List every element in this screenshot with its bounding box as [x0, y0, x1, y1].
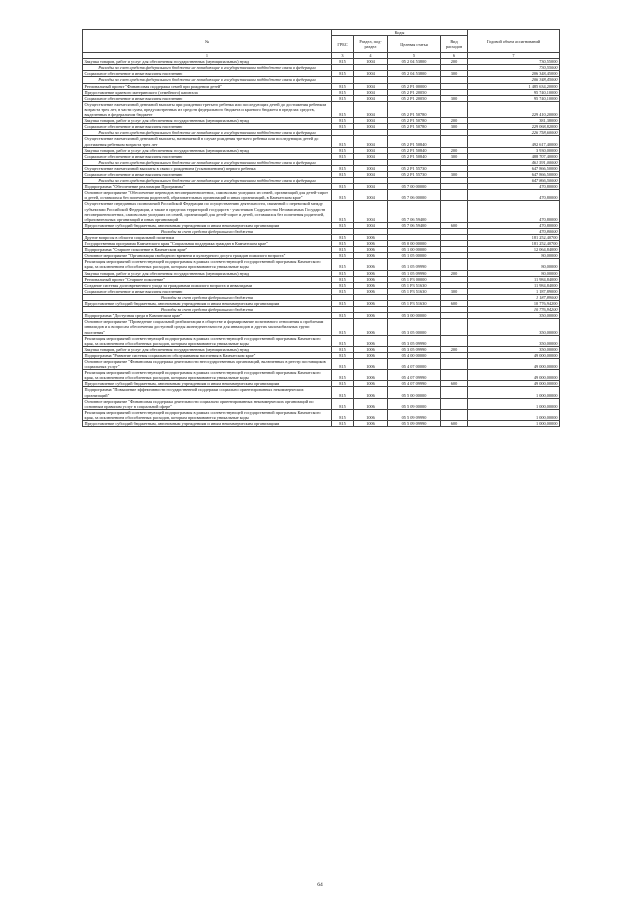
row-sum: 1 187,89000	[468, 294, 560, 300]
row-sum: 1 187,89000	[468, 288, 560, 294]
row-sum: 80,00000	[468, 259, 560, 270]
row-razdel: 1006	[354, 276, 388, 282]
row-sum: 647 866,50000	[468, 165, 560, 171]
row-cs: 05 2 P1 55730	[388, 171, 441, 177]
row-grbs: 815	[332, 184, 354, 190]
table-row	[83, 201, 560, 222]
row-sum: 181 252,40700	[468, 235, 560, 241]
row-sum: 80,00000	[468, 270, 560, 276]
row-grbs: 815	[332, 83, 354, 89]
row-vr: 600	[441, 381, 468, 387]
row-cs: 05 1 P3 51630	[388, 282, 441, 288]
header-index: 7	[468, 53, 560, 59]
row-sum: 647 866,50000	[468, 171, 560, 177]
row-vr: 300	[441, 153, 468, 159]
row-razdel: 1004	[354, 59, 388, 65]
row-sum: 12 064,84000	[468, 247, 560, 253]
row-name: Социальное обеспечение и иные выплаты населению	[83, 124, 332, 130]
row-cs: 05 3 05 09990	[388, 346, 441, 352]
row-sum: 1 000,00000	[468, 387, 560, 398]
row-name: Подпрограмма "Развитие системы социального обслуживания населения в Камчатском крае"	[83, 352, 332, 358]
row-sum: 492 617,40000	[468, 136, 560, 147]
row-razdel: 1004	[354, 136, 388, 147]
row-razdel: 1006	[354, 288, 388, 294]
row-cs: 05 3 05 09990	[388, 335, 441, 346]
row-name: Реализация мероприятий соответствующей подпрограммы в рамках соответствующей государственной программы Камчатского края, за исключением обособленных расходов, которым присваиваются уникальные коды	[83, 370, 332, 381]
header-sum: Годовой объем ассигнований	[468, 30, 560, 53]
row-sum: 350,00000	[468, 346, 560, 352]
row-name: Региональный проект "Старшее поколение"	[83, 276, 332, 282]
row-sum: 3 930,00000	[468, 147, 560, 153]
row-grbs: 815	[332, 276, 354, 282]
row-cs: 05 5 09 09990	[388, 421, 441, 427]
row-vr: 200	[441, 270, 468, 276]
row-cs: 05 4 07 09990	[388, 370, 441, 381]
row-sum: 730,55000	[468, 65, 560, 71]
row-vr: 300	[441, 288, 468, 294]
table-row	[83, 259, 560, 270]
row-grbs: 815	[332, 136, 354, 147]
row-grbs: 815	[332, 147, 354, 153]
row-name: Закупка товаров, работ и услуг для обеспечения государственных (муниципальных) нужд	[83, 346, 332, 352]
row-name: Основное мероприятие "Финансовая поддержка деятельности социально ориентированных некоммерческих организаций по основным правилам услуг в социальной сфере"	[83, 398, 332, 409]
row-name: Предоставление краевого материнского (семейного) капитала	[83, 89, 332, 95]
row-sum: 206 348,45000	[468, 77, 560, 83]
row-cs: 05 2 P1 50780	[388, 118, 441, 124]
row-name: Расходы за счет средств федерального бюджета не попадающие в государственном подбюджете связи в федерации	[83, 65, 332, 71]
row-cs: 05 2 P1 50780	[388, 124, 441, 130]
row-cs: 05 2 04 53800	[388, 59, 441, 65]
header-codes: Коды	[332, 30, 468, 36]
row-razdel: 1006	[354, 335, 388, 346]
row-sum: 206 348,45000	[468, 71, 560, 77]
row-razdel: 1006	[354, 301, 388, 307]
row-name: Предоставление субсидий бюджетным, автономным учреждениям и иным некоммерческим организациям	[83, 421, 332, 427]
row-razdel: 1006	[354, 387, 388, 398]
row-name: Осуществление ежемесячной выплаты в связи с рождением (усыновлением) первого ребенка	[83, 165, 332, 171]
row-vr: 300	[441, 124, 468, 130]
row-razdel: 1006	[354, 235, 388, 241]
row-sum: 470,80000	[468, 201, 560, 222]
table-row	[83, 358, 560, 369]
row-sum: 381,38000	[468, 118, 560, 124]
row-cs: 05 2 P1 50780	[388, 101, 441, 117]
row-name: Предоставление субсидий бюджетным, автономным учреждениям и иным некоммерческим организациям	[83, 381, 332, 387]
row-name: Создание системы долговременного ухода за гражданами пожилого возраста и инвалидами	[83, 282, 332, 288]
row-cs: 05 2 P1 00000	[388, 83, 441, 89]
row-sum: 80,00000	[468, 253, 560, 259]
row-sum: 10 776,94200	[468, 307, 560, 313]
row-razdel: 1006	[354, 381, 388, 387]
row-cs: 05 7 06 00000	[388, 190, 441, 201]
row-name: Расходы за счет средств федерального бюджета	[83, 294, 332, 300]
table-row	[83, 136, 560, 147]
row-razdel: 1004	[354, 124, 388, 130]
row-sum: 95 740,10000	[468, 95, 560, 101]
row-name: Социальное обеспечение и иные выплаты населению	[83, 153, 332, 159]
row-name: Основное мероприятие "Проведение социальной реабилитации в обществе и формирование позитивного отношения к проблемам инвалидов и к вопросам обеспечения доступной среды жизнедеятельности для инвалидов и других маломобильных групп населения"	[83, 319, 332, 335]
row-grbs: 815	[332, 235, 354, 241]
row-grbs: 815	[332, 381, 354, 387]
row-grbs: 815	[332, 313, 354, 319]
row-vr: 200	[441, 346, 468, 352]
row-name: Другие вопросы в области социальной политики	[83, 235, 332, 241]
row-name: Осуществление переданных полномочий Российской Федерации по осуществлению деятельности, связанной с перевозкой между субъектами Российской Федерации, а также в пределах территорий государств - участников Содружества Независимых Государств несовершеннолетних, самовольно ушедших из семей, организаций для детей-сирот и детей, оставшихся без попечения родителей, образовательных организаций и иных организаций	[83, 201, 332, 222]
row-sum: 49 000,00000	[468, 358, 560, 369]
row-name: Основное мероприятие "Обеспечение переводов несовершеннолетних, самовольно ушедших из семей, организаций для детей-сирот и детей, оставшихся без попечения родителей, образовательных организаций и иных организаций, в Камчатском крае"	[83, 190, 332, 201]
budget-table	[82, 29, 560, 427]
table-row	[83, 319, 560, 335]
row-name: Расходы за счет средств федерального бюджета не попадающие в государственном подбюджете связи в федерации	[83, 130, 332, 136]
row-vr	[441, 136, 468, 147]
row-sum: 470,80000	[468, 228, 560, 234]
row-cs: 05 7 06 59400	[388, 201, 441, 222]
row-grbs: 815	[332, 118, 354, 124]
row-cs: 05 1 P3 00000	[388, 276, 441, 282]
row-sum: 470,80000	[468, 222, 560, 228]
row-vr	[441, 409, 468, 420]
row-name: Реализация мероприятий соответствующей подпрограммы в рамках соответствующей государственной программы Камчатского края, за исключением обособленных расходов, которым присваиваются уникальные коды	[83, 259, 332, 270]
row-name: Реализация мероприятий соответствующей подпрограммы в рамках соответствующей государственной программы Камчатского края, за исключением обособленных расходов, которым присваиваются уникальные коды	[83, 335, 332, 346]
row-sum: 350,00000	[468, 335, 560, 346]
row-sum: 226 758,60000	[468, 130, 560, 136]
row-vr: 300	[441, 71, 468, 77]
row-grbs: 815	[332, 319, 354, 335]
row-cs: 05 3 00 00000	[388, 313, 441, 319]
row-grbs: 815	[332, 89, 354, 95]
row-grbs: 815	[332, 59, 354, 65]
row-grbs: 815	[332, 201, 354, 222]
row-grbs: 815	[332, 165, 354, 171]
row-vr	[441, 201, 468, 222]
row-name: Основное мероприятие "Финансовая поддержка деятельности негосударственных организаций, включенных в реестр поставщиков социальных услуг"	[83, 358, 332, 369]
table-row	[83, 421, 560, 427]
row-sum: 461 591,00000	[468, 159, 560, 165]
row-sum: 647 866,50000	[468, 178, 560, 184]
row-name: Закупка товаров, работ и услуг для обеспечения государственных (муниципальных) нужд	[83, 147, 332, 153]
row-vr: 600	[441, 421, 468, 427]
table-row	[83, 335, 560, 346]
row-grbs: 815	[332, 346, 354, 352]
row-sum: 11 984,84000	[468, 276, 560, 282]
row-grbs: 815	[332, 335, 354, 346]
row-grbs: 815	[332, 409, 354, 420]
row-cs: 05 1 P3 51630	[388, 288, 441, 294]
row-cs: 05 4 00 00000	[388, 352, 441, 358]
row-cs: 05 0 00 00000	[388, 241, 441, 247]
row-sum: 1 000,00000	[468, 421, 560, 427]
table-row	[83, 387, 560, 398]
row-cs: 05 5 00 00000	[388, 387, 441, 398]
row-razdel: 1006	[354, 247, 388, 253]
row-cs: 05 1 05 09990	[388, 259, 441, 270]
table-row	[83, 190, 560, 201]
row-name: Региональный проект "Финансовая поддержка семей при рождении детей"	[83, 83, 332, 89]
row-cs: 05 7 06 59400	[388, 222, 441, 228]
row-sum: 49 000,00000	[468, 370, 560, 381]
row-cs: 05 2 P1 50840	[388, 153, 441, 159]
row-sum: 1 000,00000	[468, 398, 560, 409]
table-body	[83, 59, 560, 427]
row-razdel: 1006	[354, 241, 388, 247]
row-razdel: 1004	[354, 101, 388, 117]
row-name: Подпрограмма "Старшее поколение в Камчатском крае"	[83, 247, 332, 253]
row-cs: 05 2 P1 55730	[388, 165, 441, 171]
row-grbs: 815	[332, 171, 354, 177]
header-num: №	[83, 30, 332, 53]
row-name: Социальное обеспечение и иные выплаты населению	[83, 288, 332, 294]
row-razdel: 1004	[354, 95, 388, 101]
row-grbs: 815	[332, 288, 354, 294]
row-razdel: 1004	[354, 190, 388, 201]
header-index: 1	[83, 53, 332, 59]
row-grbs: 815	[332, 153, 354, 159]
row-razdel: 1006	[354, 358, 388, 369]
row-name: Предоставление субсидий бюджетным, автономным учреждениям и иным некоммерческим организациям	[83, 301, 332, 307]
row-vr: 300	[441, 171, 468, 177]
row-razdel: 1006	[354, 282, 388, 288]
row-grbs: 815	[332, 247, 354, 253]
row-vr	[441, 398, 468, 409]
row-razdel: 1004	[354, 201, 388, 222]
row-razdel: 1006	[354, 409, 388, 420]
row-sum: 49 000,00000	[468, 381, 560, 387]
budget-table-sheet	[82, 29, 559, 427]
row-grbs: 815	[332, 95, 354, 101]
row-razdel: 1004	[354, 171, 388, 177]
row-razdel: 1004	[354, 153, 388, 159]
row-cs: 05 4 07 00000	[388, 358, 441, 369]
row-vr: 600	[441, 301, 468, 307]
row-sum: 1 000,00000	[468, 409, 560, 420]
row-grbs: 815	[332, 124, 354, 130]
row-sum: 181 252,40700	[468, 241, 560, 247]
row-razdel: 1006	[354, 319, 388, 335]
header-razdel: Раздел, под-раздел	[354, 36, 388, 53]
table-row	[83, 398, 560, 409]
row-cs: 05 7 00 00000	[388, 184, 441, 190]
row-vr	[441, 370, 468, 381]
row-grbs: 815	[332, 241, 354, 247]
row-grbs: 815	[332, 270, 354, 276]
row-razdel: 1006	[354, 346, 388, 352]
row-grbs: 815	[332, 282, 354, 288]
row-grbs: 815	[332, 370, 354, 381]
row-sum: 730,55000	[468, 59, 560, 65]
row-razdel: 1006	[354, 313, 388, 319]
row-name: Расходы за счет средств федерального бюджета	[83, 307, 332, 313]
row-cs: 05 3 05 00000	[388, 319, 441, 335]
row-razdel: 1004	[354, 165, 388, 171]
row-vr: 600	[441, 222, 468, 228]
row-name: Основное мероприятие "Организация свободного времени и культурного досуга граждан пожилого возраста"	[83, 253, 332, 259]
table-row	[83, 101, 560, 117]
row-name: Закупка товаров, работ и услуг для обеспечения государственных (муниципальных) нужд	[83, 118, 332, 124]
row-sum: 229 068,82000	[468, 124, 560, 130]
row-grbs: 815	[332, 358, 354, 369]
header-grbs: ГРБС	[332, 36, 354, 53]
row-cs: 05 2 04 53800	[388, 71, 441, 77]
row-name: Реализация мероприятий соответствующей подпрограммы в рамках соответствующей государственной программы Камчатского края, за исключением обособленных расходов, которым присваиваются уникальные коды	[83, 409, 332, 420]
row-cs: 05 5 09 09990	[388, 409, 441, 420]
row-name: Осуществление ежемесячной денежной выплаты, назначаемой в случае рождения третьего ребенка или последующих детей до достижения ребенком возраста трех лет	[83, 136, 332, 147]
header-index: 5	[388, 53, 441, 59]
row-name: Закупка товаров, работ и услуг для обеспечения государственных (муниципальных) нужд	[83, 270, 332, 276]
row-grbs: 815	[332, 352, 354, 358]
row-name: Расходы за счет средств федерального бюджета	[83, 228, 332, 234]
row-cs: 05 5 09 00000	[388, 398, 441, 409]
row-vr: 200	[441, 59, 468, 65]
row-name: Социальное обеспечение и иные выплаты населению	[83, 71, 332, 77]
row-sum: 1 485 634,20000	[468, 83, 560, 89]
row-vr	[441, 387, 468, 398]
row-name: Подпрограмма "Обеспечение реализации Программы"	[83, 184, 332, 190]
row-razdel: 1006	[354, 370, 388, 381]
row-sum: 470,80000	[468, 190, 560, 201]
row-cs: 05 2 P1 50840	[388, 147, 441, 153]
row-vr	[441, 335, 468, 346]
row-name: Социальное обеспечение и иные выплаты населению	[83, 171, 332, 177]
row-razdel: 1004	[354, 89, 388, 95]
row-vr	[441, 319, 468, 335]
row-name: Осуществление ежемесячной денежной выплаты при рождении третьего ребенка или последующих детей до достижения ребенком возраста трех лет, в части сумм, предусмотренных из средств федерального бюджета и краевого бюджета в пределах средств, выделенных в федеральном бюджете	[83, 101, 332, 117]
table-header	[83, 30, 560, 59]
row-grbs: 815	[332, 71, 354, 77]
row-vr	[441, 358, 468, 369]
header-index: 6	[441, 53, 468, 59]
row-cs: 05 2 P1 50840	[388, 136, 441, 147]
row-sum: 488 707,40000	[468, 153, 560, 159]
row-grbs: 815	[332, 259, 354, 270]
row-sum: 229 410,20000	[468, 101, 560, 117]
row-name: Государственная программа Камчатского края "Социальная поддержка граждан в Камчатском крае"	[83, 241, 332, 247]
row-sum: 350,00000	[468, 313, 560, 319]
row-sum: 11 984,84000	[468, 282, 560, 288]
row-grbs: 815	[332, 398, 354, 409]
row-razdel: 1006	[354, 259, 388, 270]
row-vr: 200	[441, 147, 468, 153]
row-cs: 05 1 00 00000	[388, 247, 441, 253]
row-grbs: 815	[332, 222, 354, 228]
row-sum: 350,00000	[468, 319, 560, 335]
row-sum: 49 000,00000	[468, 352, 560, 358]
row-razdel: 1006	[354, 352, 388, 358]
header-index: 4	[354, 53, 388, 59]
row-name: Подпрограмма "Повышение эффективности государственной поддержки социально ориентированных некоммерческих организаций"	[83, 387, 332, 398]
row-razdel: 1004	[354, 147, 388, 153]
row-grbs: 815	[332, 387, 354, 398]
row-name: Расходы за счет средств федерального бюджета не попадающие в государственном подбюджете связи в федерации	[83, 159, 332, 165]
row-name: Расходы за счет средств федерального бюджета не попадающие в государственном подбюджете связи в федерации	[83, 178, 332, 184]
table-row	[83, 409, 560, 420]
row-razdel: 1006	[354, 253, 388, 259]
row-cs: 05 1 05 09990	[388, 270, 441, 276]
header-vr: Вид расходов	[441, 36, 468, 53]
row-vr	[441, 259, 468, 270]
row-vr: 300	[441, 95, 468, 101]
header-cs: Целевая статья	[388, 36, 441, 53]
row-cs: 05 1 05 00000	[388, 253, 441, 259]
header-index: 3	[332, 53, 354, 59]
row-cs: 05 4 07 09990	[388, 381, 441, 387]
row-razdel: 1004	[354, 222, 388, 228]
row-grbs: 815	[332, 253, 354, 259]
row-grbs: 815	[332, 421, 354, 427]
page-number: 64	[317, 882, 323, 888]
row-razdel: 1004	[354, 118, 388, 124]
row-vr: 200	[441, 118, 468, 124]
row-sum: 10 776,94200	[468, 301, 560, 307]
row-sum: 470,80000	[468, 184, 560, 190]
row-razdel: 1006	[354, 270, 388, 276]
row-name: Предоставление субсидий бюджетным, автономным учреждениям и иным некоммерческим организациям	[83, 222, 332, 228]
row-grbs: 815	[332, 101, 354, 117]
row-name: Расходы за счет средств федерального бюджета не попадающие в государственном подбюджете связи в федерации	[83, 77, 332, 83]
row-razdel: 1006	[354, 421, 388, 427]
row-cs: 05 2 P1 20050	[388, 89, 441, 95]
row-name: Социальное обеспечение и иные выплаты населению	[83, 95, 332, 101]
row-sum: 95 740,10000	[468, 89, 560, 95]
row-name: Подпрограмма "Доступная среда в Камчатском крае"	[83, 313, 332, 319]
row-razdel: 1004	[354, 184, 388, 190]
row-grbs: 815	[332, 301, 354, 307]
row-cs: 05 2 P1 20050	[388, 95, 441, 101]
row-razdel: 1004	[354, 83, 388, 89]
row-name: Закупка товаров, работ и услуг для обеспечения государственных (муниципальных) нужд	[83, 59, 332, 65]
row-grbs: 815	[332, 190, 354, 201]
row-razdel: 1006	[354, 398, 388, 409]
row-vr	[441, 101, 468, 117]
row-razdel: 1004	[354, 71, 388, 77]
row-vr	[441, 190, 468, 201]
table-row	[83, 370, 560, 381]
row-cs: 05 1 P3 51630	[388, 301, 441, 307]
